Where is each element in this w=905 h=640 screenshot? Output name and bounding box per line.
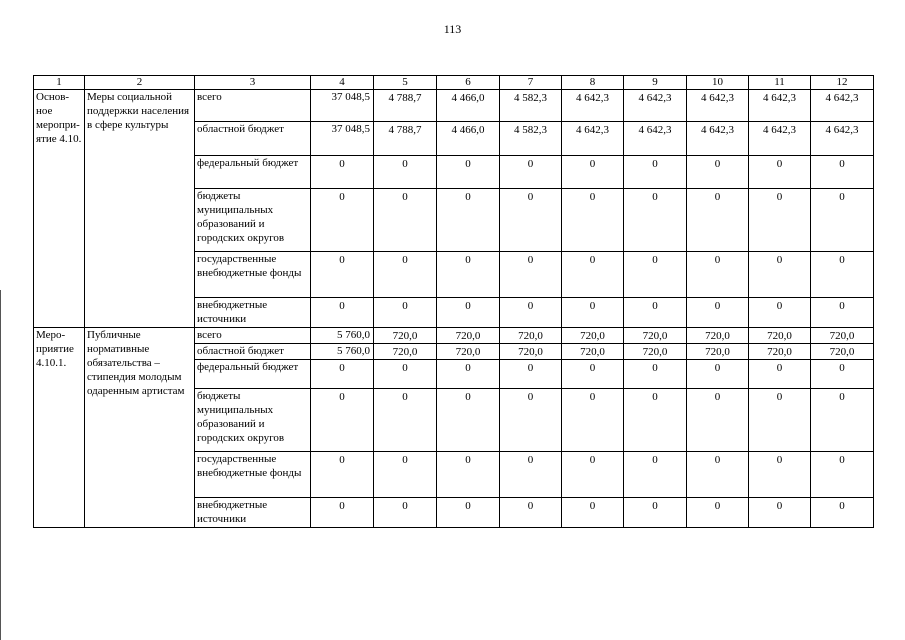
amount-cell: 0	[624, 360, 687, 389]
funding-source: областной бюджет	[195, 122, 311, 156]
amount-cell: 4 788,7	[374, 90, 437, 122]
amount-cell: 0	[811, 298, 874, 328]
amount-cell: 4 642,3	[624, 122, 687, 156]
amount-cell: 0	[624, 298, 687, 328]
amount-cell: 4 642,3	[624, 90, 687, 122]
amount-cell: 0	[749, 498, 811, 528]
amount-cell: 0	[811, 252, 874, 298]
amount-cell: 0	[749, 360, 811, 389]
amount-cell: 720,0	[374, 344, 437, 360]
amount-cell: 720,0	[374, 328, 437, 344]
amount-cell: 0	[749, 389, 811, 452]
amount-cell: 0	[437, 252, 500, 298]
amount-cell: 0	[437, 498, 500, 528]
table-body	[34, 76, 874, 528]
amount-cell: 0	[500, 498, 562, 528]
amount-cell: 0	[562, 189, 624, 252]
header-cell: 11	[749, 76, 811, 90]
amount-cell: 4 642,3	[749, 90, 811, 122]
amount-cell: 0	[311, 389, 374, 452]
amount-cell: 0	[562, 298, 624, 328]
amount-cell: 4 788,7	[374, 122, 437, 156]
funding-source: всего	[195, 328, 311, 344]
amount-cell: 0	[687, 452, 749, 498]
amount-cell: 0	[311, 156, 374, 189]
funding-source: государственные внебюджетные фонды	[195, 252, 311, 298]
amount-cell: 0	[311, 360, 374, 389]
amount-cell: 0	[624, 252, 687, 298]
amount-cell: 0	[500, 452, 562, 498]
amount-cell: 0	[811, 498, 874, 528]
amount-cell: 0	[562, 252, 624, 298]
header-cell: 9	[624, 76, 687, 90]
amount-cell: 0	[311, 498, 374, 528]
amount-cell: 0	[624, 452, 687, 498]
amount-cell: 0	[374, 389, 437, 452]
amount-cell: 0	[500, 156, 562, 189]
amount-cell: 5 760,0	[311, 344, 374, 360]
amount-cell: 0	[437, 452, 500, 498]
amount-cell: 0	[500, 360, 562, 389]
amount-cell: 0	[500, 252, 562, 298]
measure-name: Публичные нормативные обязательства – стипендия молодым одаренным артистам	[85, 328, 195, 528]
amount-cell: 720,0	[749, 328, 811, 344]
amount-cell: 0	[311, 298, 374, 328]
amount-cell: 0	[437, 298, 500, 328]
amount-cell: 0	[624, 156, 687, 189]
amount-cell: 0	[749, 452, 811, 498]
amount-cell: 0	[624, 189, 687, 252]
amount-cell: 0	[311, 189, 374, 252]
funding-source: государственные внебюджетные фонды	[195, 452, 311, 498]
amount-cell: 720,0	[500, 328, 562, 344]
funding-source: федеральный бюджет	[195, 156, 311, 189]
header-cell: 2	[85, 76, 195, 90]
header-cell: 1	[34, 76, 85, 90]
amount-cell: 0	[687, 498, 749, 528]
amount-cell: 720,0	[811, 328, 874, 344]
amount-cell: 0	[811, 360, 874, 389]
amount-cell: 720,0	[500, 344, 562, 360]
amount-cell: 720,0	[437, 344, 500, 360]
header-cell: 7	[500, 76, 562, 90]
measure-code: Меро-приятие 4.10.1.	[34, 328, 85, 528]
amount-cell: 720,0	[811, 344, 874, 360]
amount-cell: 0	[437, 189, 500, 252]
amount-cell: 0	[811, 189, 874, 252]
funding-source: всего	[195, 90, 311, 122]
header-cell: 4	[311, 76, 374, 90]
amount-cell: 0	[749, 189, 811, 252]
amount-cell: 0	[749, 252, 811, 298]
funding-source: внебюджетные источники	[195, 298, 311, 328]
amount-cell: 4 642,3	[687, 122, 749, 156]
amount-cell: 0	[562, 389, 624, 452]
amount-cell: 0	[624, 498, 687, 528]
amount-cell: 0	[374, 452, 437, 498]
amount-cell: 0	[311, 252, 374, 298]
amount-cell: 0	[687, 189, 749, 252]
amount-cell: 0	[749, 298, 811, 328]
funding-source: бюджеты муниципальных образований и городских округов	[195, 189, 311, 252]
amount-cell: 0	[562, 156, 624, 189]
amount-cell: 0	[500, 389, 562, 452]
amount-cell: 37 048,5	[311, 90, 374, 122]
amount-cell: 4 642,3	[749, 122, 811, 156]
amount-cell: 0	[687, 360, 749, 389]
measure-code: Основ-ное меропри-ятие 4.10.	[34, 90, 85, 328]
header-cell: 5	[374, 76, 437, 90]
amount-cell: 720,0	[687, 328, 749, 344]
header-row	[34, 76, 874, 90]
header-cell: 12	[811, 76, 874, 90]
amount-cell: 4 642,3	[811, 90, 874, 122]
amount-cell: 0	[624, 389, 687, 452]
amount-cell: 0	[374, 252, 437, 298]
table-row	[34, 90, 874, 122]
amount-cell: 0	[562, 498, 624, 528]
amount-cell: 720,0	[749, 344, 811, 360]
amount-cell: 4 642,3	[562, 90, 624, 122]
amount-cell: 4 642,3	[811, 122, 874, 156]
amount-cell: 0	[687, 156, 749, 189]
amount-cell: 5 760,0	[311, 328, 374, 344]
amount-cell: 720,0	[624, 344, 687, 360]
amount-cell: 0	[562, 452, 624, 498]
amount-cell: 0	[811, 156, 874, 189]
amount-cell: 4 466,0	[437, 122, 500, 156]
amount-cell: 720,0	[687, 344, 749, 360]
amount-cell: 0	[374, 189, 437, 252]
funding-source: бюджеты муниципальных образований и городских округов	[195, 389, 311, 452]
table-row	[34, 328, 874, 344]
measure-name: Меры социальной поддержки населения в сфере культуры	[85, 90, 195, 328]
amount-cell: 0	[811, 389, 874, 452]
budget-table	[33, 75, 874, 528]
amount-cell: 0	[374, 156, 437, 189]
amount-cell: 0	[374, 360, 437, 389]
header-cell: 3	[195, 76, 311, 90]
amount-cell: 0	[437, 389, 500, 452]
amount-cell: 0	[687, 252, 749, 298]
amount-cell: 720,0	[562, 344, 624, 360]
amount-cell: 0	[562, 360, 624, 389]
amount-cell: 0	[374, 298, 437, 328]
amount-cell: 0	[749, 156, 811, 189]
amount-cell: 4 582,3	[500, 122, 562, 156]
amount-cell: 0	[500, 189, 562, 252]
amount-cell: 0	[687, 298, 749, 328]
page-number: 113	[443, 22, 462, 36]
funding-source: внебюджетные источники	[195, 498, 311, 528]
amount-cell: 4 466,0	[437, 90, 500, 122]
amount-cell: 720,0	[562, 328, 624, 344]
amount-cell: 720,0	[624, 328, 687, 344]
amount-cell: 4 642,3	[562, 122, 624, 156]
amount-cell: 0	[311, 452, 374, 498]
amount-cell: 4 582,3	[500, 90, 562, 122]
scan-edge-line	[0, 290, 1, 640]
amount-cell: 0	[374, 498, 437, 528]
amount-cell: 0	[687, 389, 749, 452]
header-cell: 10	[687, 76, 749, 90]
amount-cell: 37 048,5	[311, 122, 374, 156]
amount-cell: 0	[437, 156, 500, 189]
amount-cell: 4 642,3	[687, 90, 749, 122]
header-cell: 8	[562, 76, 624, 90]
funding-source: областной бюджет	[195, 344, 311, 360]
header-cell: 6	[437, 76, 500, 90]
amount-cell: 0	[500, 298, 562, 328]
amount-cell: 0	[437, 360, 500, 389]
amount-cell: 0	[811, 452, 874, 498]
funding-source: федеральный бюджет	[195, 360, 311, 389]
amount-cell: 720,0	[437, 328, 500, 344]
